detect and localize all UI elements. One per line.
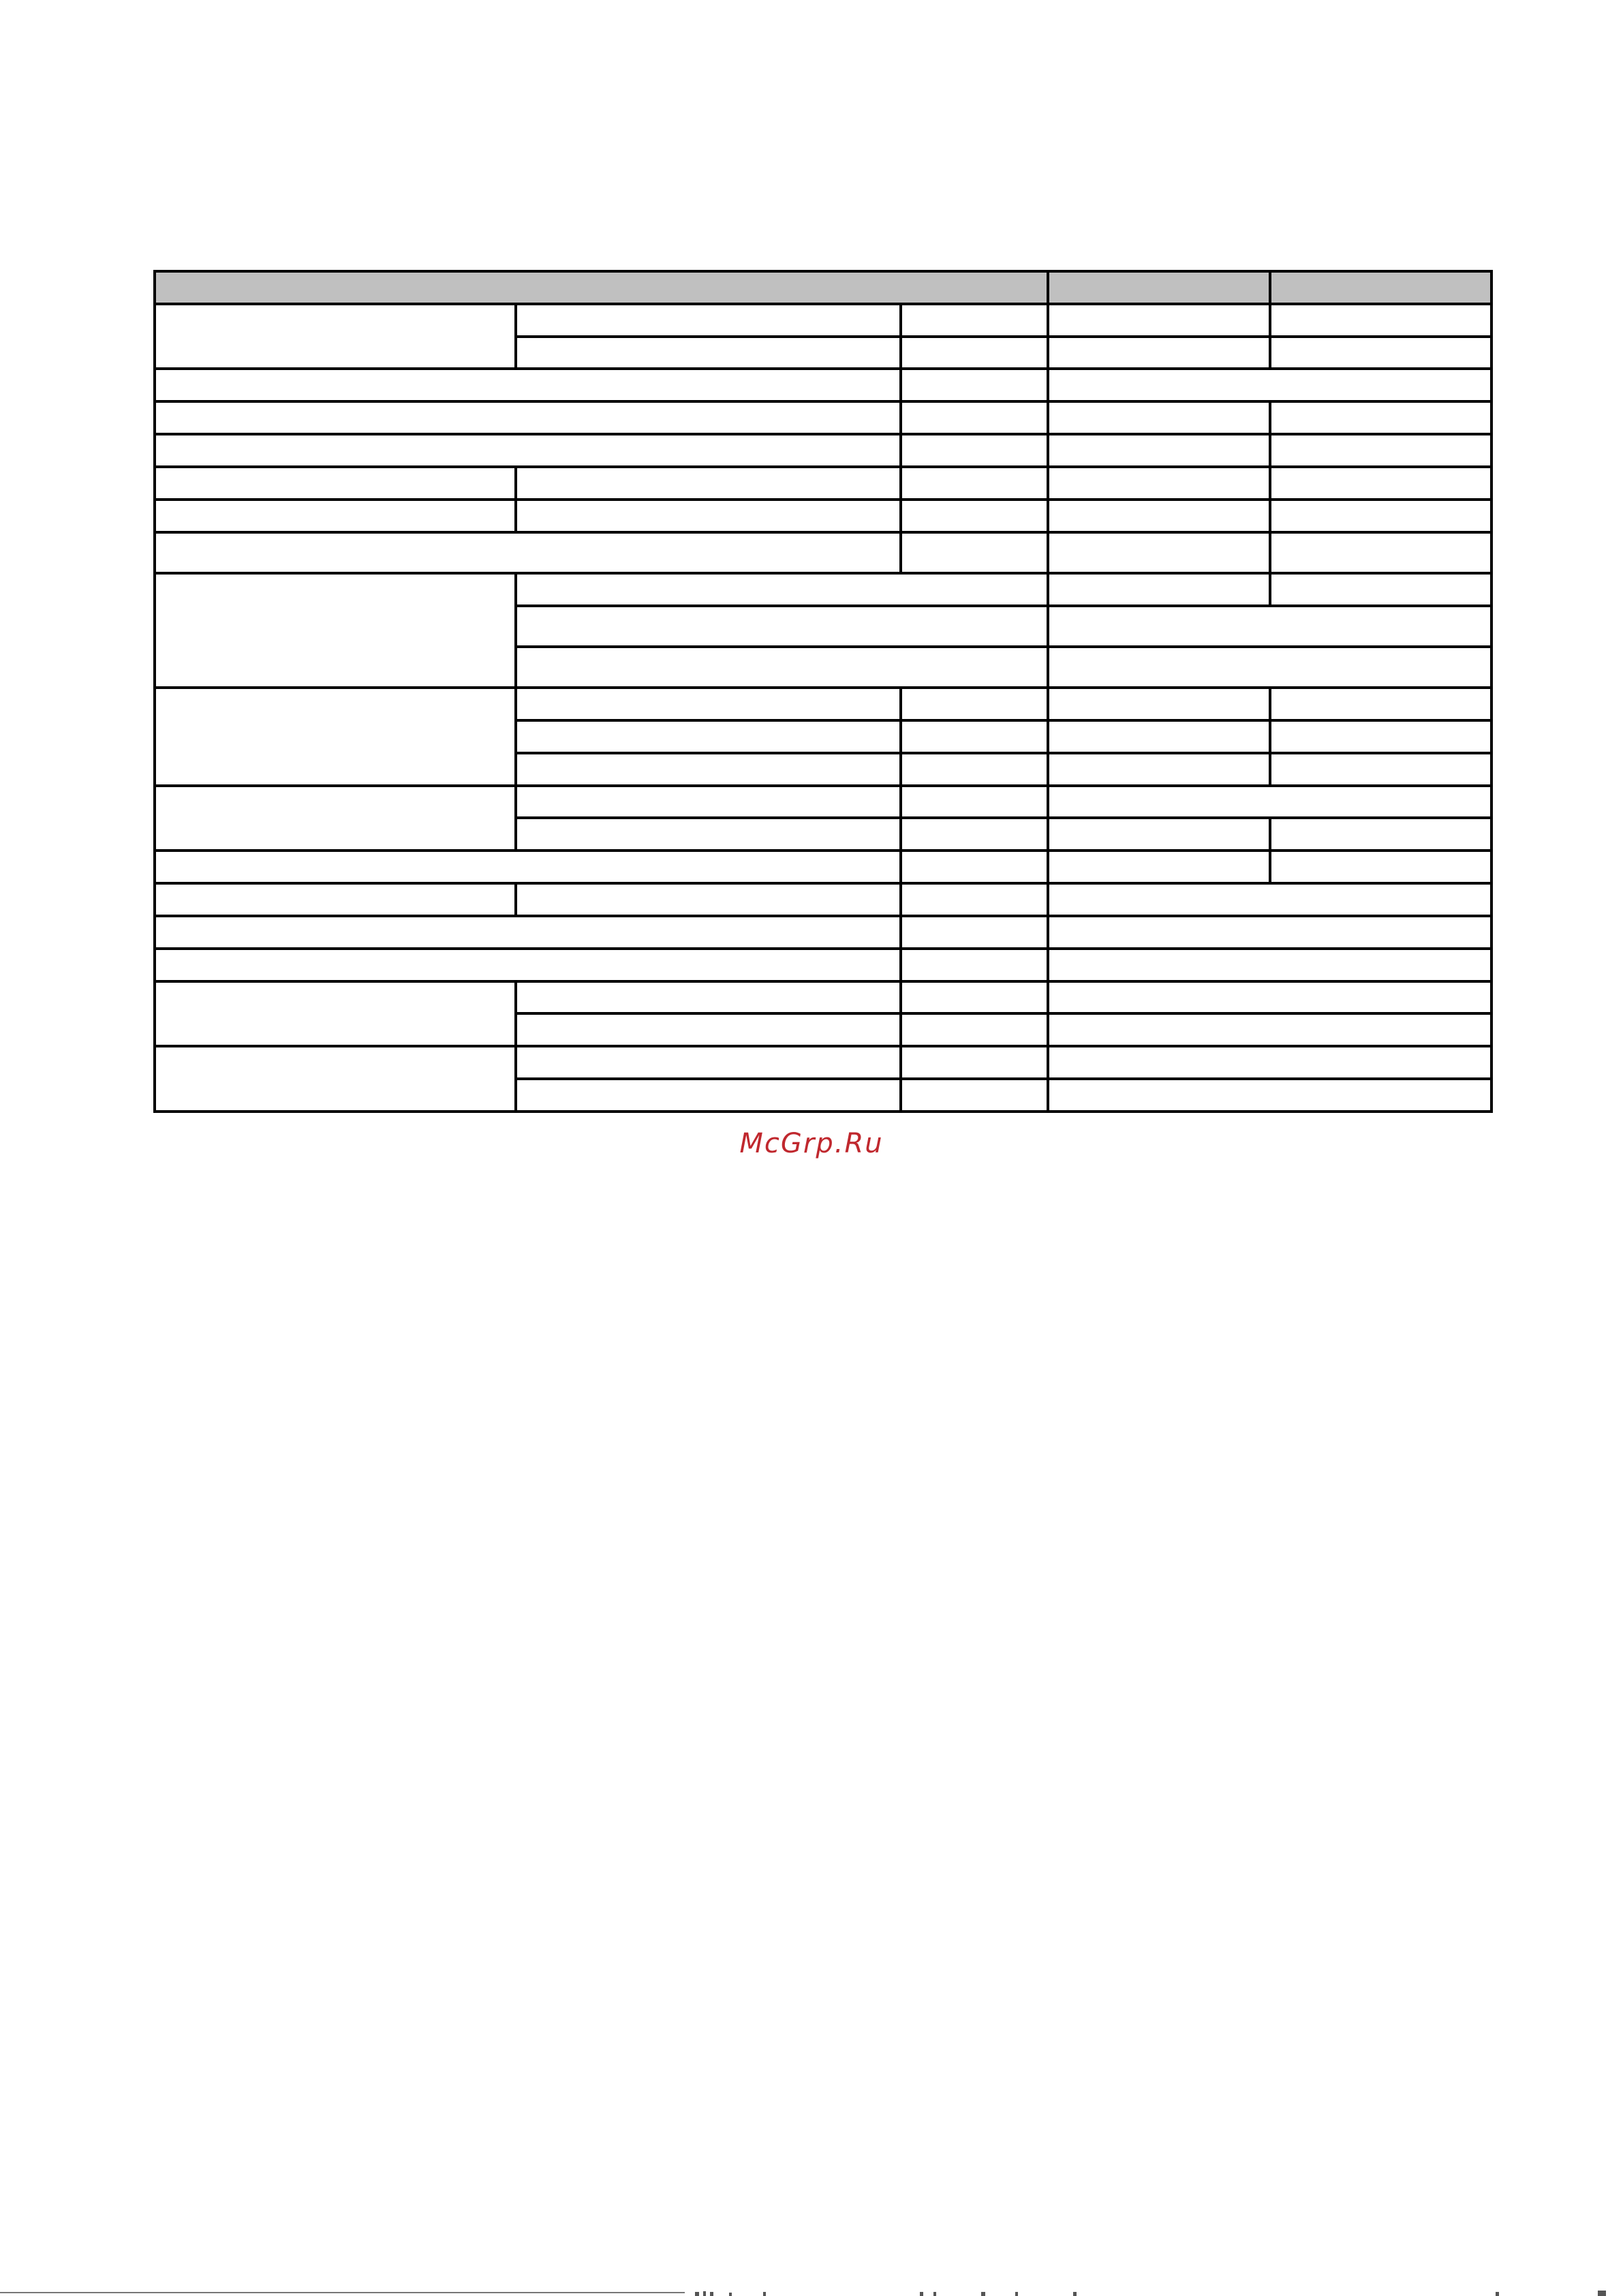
table-cell xyxy=(901,1013,1048,1046)
table-cell xyxy=(1048,851,1270,883)
table-cell xyxy=(901,434,1048,467)
table-cell xyxy=(901,851,1048,883)
header-cell xyxy=(1048,271,1270,304)
footer-divider xyxy=(0,2292,685,2293)
table-cell xyxy=(1270,401,1491,434)
table-row xyxy=(155,786,1491,818)
table-cell xyxy=(1048,1079,1491,1112)
table-cell xyxy=(516,883,901,916)
table-cell xyxy=(1048,688,1270,720)
table-header-row xyxy=(155,271,1491,304)
table-cell xyxy=(901,949,1048,981)
table-cell xyxy=(516,1079,901,1112)
table-cell xyxy=(1270,573,1491,606)
table-row xyxy=(155,532,1491,573)
table-row xyxy=(155,949,1491,981)
table-cell xyxy=(1048,1013,1491,1046)
table-cell xyxy=(516,647,1048,688)
header-cell xyxy=(1270,271,1491,304)
table-cell xyxy=(1048,304,1270,337)
table-cell xyxy=(901,688,1048,720)
table-cell xyxy=(155,949,901,981)
spec-table xyxy=(153,270,1493,1113)
table-row xyxy=(155,688,1491,720)
table-cell xyxy=(1048,500,1270,532)
table-row xyxy=(155,434,1491,467)
table-cell xyxy=(1048,981,1491,1014)
table-cell xyxy=(1270,720,1491,753)
watermark[interactable]: McGrp.Ru xyxy=(739,1128,884,1159)
table-cell xyxy=(1048,647,1491,688)
table-cell xyxy=(155,573,516,688)
table-cell xyxy=(901,304,1048,337)
table-row xyxy=(155,981,1491,1014)
table-cell xyxy=(155,304,516,369)
table-cell xyxy=(1048,1046,1491,1079)
table-cell xyxy=(901,720,1048,753)
table-cell xyxy=(1048,606,1491,647)
table-cell xyxy=(155,883,516,916)
table-cell xyxy=(155,786,516,851)
table-cell xyxy=(1048,916,1491,949)
table-cell xyxy=(901,1079,1048,1112)
table-row xyxy=(155,916,1491,949)
table-cell xyxy=(1048,883,1491,916)
table-cell xyxy=(901,532,1048,573)
table-cell xyxy=(516,573,1048,606)
table-row xyxy=(155,369,1491,401)
table-cell xyxy=(901,369,1048,401)
table-cell xyxy=(155,981,516,1047)
table-cell xyxy=(516,688,901,720)
table-cell xyxy=(1270,851,1491,883)
table-cell xyxy=(901,337,1048,369)
table-cell xyxy=(1048,720,1270,753)
table-cell xyxy=(155,688,516,785)
table-cell xyxy=(155,434,901,467)
table-row xyxy=(155,500,1491,532)
table-cell xyxy=(516,606,1048,647)
table-cell xyxy=(1048,337,1270,369)
table-cell xyxy=(1048,949,1491,981)
table-cell xyxy=(1048,573,1270,606)
table-cell xyxy=(155,1046,516,1112)
table-cell xyxy=(516,1046,901,1079)
table-row xyxy=(155,1046,1491,1079)
table-cell xyxy=(901,467,1048,500)
table-cell xyxy=(155,467,516,500)
table-cell xyxy=(901,883,1048,916)
table-cell xyxy=(901,500,1048,532)
table-cell xyxy=(516,753,901,786)
table-cell xyxy=(1270,467,1491,500)
table-cell xyxy=(901,916,1048,949)
table-cell xyxy=(901,981,1048,1014)
table-row xyxy=(155,883,1491,916)
table-cell xyxy=(1270,532,1491,573)
table-row xyxy=(155,851,1491,883)
table-cell xyxy=(516,981,901,1014)
table-cell xyxy=(516,304,901,337)
table-cell xyxy=(516,467,901,500)
table-row xyxy=(155,401,1491,434)
table-cell xyxy=(1270,434,1491,467)
table-cell xyxy=(1048,434,1270,467)
table-cell xyxy=(1048,753,1270,786)
table-cell xyxy=(516,786,901,818)
table-cell xyxy=(516,1013,901,1046)
table-cell xyxy=(155,916,901,949)
table-cell xyxy=(1048,401,1270,434)
table-cell xyxy=(901,401,1048,434)
table-cell xyxy=(1270,337,1491,369)
table-cell xyxy=(516,818,901,851)
table-cell xyxy=(155,369,901,401)
table-cell xyxy=(516,500,901,532)
table-cell xyxy=(155,532,901,573)
table-cell xyxy=(155,500,516,532)
table-cell xyxy=(155,401,901,434)
table-cell xyxy=(1048,467,1270,500)
table-cell xyxy=(1270,500,1491,532)
table-cell xyxy=(516,720,901,753)
table-cell xyxy=(516,337,901,369)
table-cell xyxy=(1270,818,1491,851)
table-cell xyxy=(1270,753,1491,786)
table-cell xyxy=(1270,688,1491,720)
footer-text-fragment xyxy=(688,2289,1623,2296)
table-cell xyxy=(155,851,901,883)
table-row xyxy=(155,304,1491,337)
table-cell xyxy=(1048,786,1491,818)
table-cell xyxy=(1048,818,1270,851)
table-row xyxy=(155,467,1491,500)
table-cell xyxy=(1270,304,1491,337)
table-cell xyxy=(1048,369,1491,401)
table-cell xyxy=(901,753,1048,786)
table-cell xyxy=(901,786,1048,818)
table-cell xyxy=(1048,532,1270,573)
table-row xyxy=(155,573,1491,606)
table-cell xyxy=(901,818,1048,851)
header-cell xyxy=(155,271,1048,304)
table-cell xyxy=(901,1046,1048,1079)
